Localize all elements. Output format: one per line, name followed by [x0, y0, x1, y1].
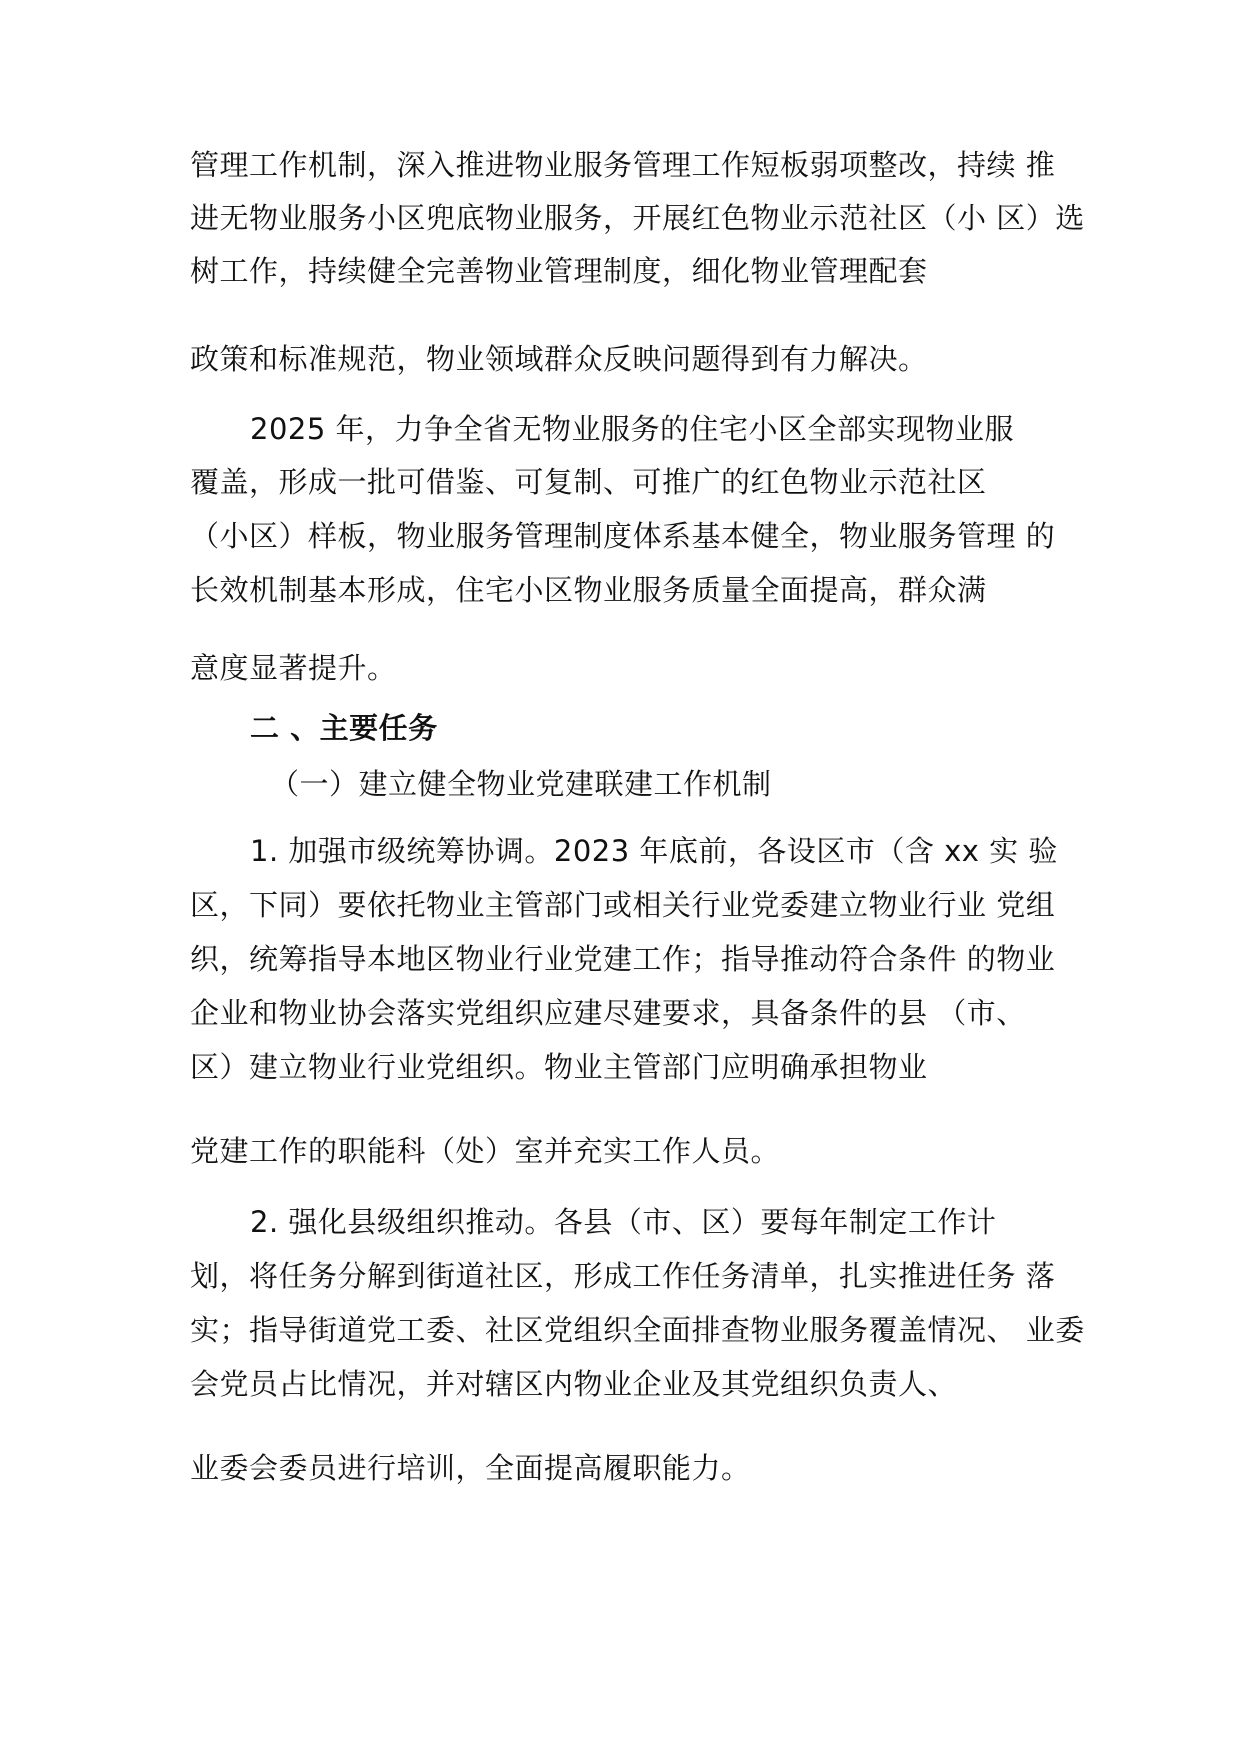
section-heading: 二 、主要任务	[250, 711, 438, 745]
paragraph-line: 进无物业服务小区兜底物业服务，开展红色物业示范社区（小 区）选	[190, 201, 1085, 235]
paragraph-line: 意度显著提升。	[190, 651, 397, 685]
paragraph-line: （小区）样板，物业服务管理制度体系基本健全，物业服务管理 的	[190, 519, 1056, 553]
paragraph-line: 织，统筹指导本地区物业行业党建工作；指导推动符合条件 的物业	[190, 942, 1056, 976]
paragraph-line: 1. 加强市级统筹协调。2023 年底前，各设区市（含 xx 实 验	[250, 834, 1058, 868]
paragraph-line: 区）建立物业行业党组织。物业主管部门应明确承担物业	[190, 1050, 928, 1084]
paragraph-line: 树工作，持续健全完善物业管理制度，细化物业管理配套	[190, 254, 928, 288]
paragraph-line: 2025 年，力争全省无物业服务的住宅小区全部实现物业服	[250, 412, 1015, 446]
paragraph-line: 管理工作机制，深入推进物业服务管理工作短板弱项整改，持续 推	[190, 148, 1056, 182]
paragraph-line: 实；指导街道党工委、社区党组织全面排查物业服务覆盖情况、 业委	[190, 1313, 1085, 1347]
paragraph-line: 覆盖，形成一批可借鉴、可复制、可推广的红色物业示范社区	[190, 465, 987, 499]
paragraph-line: 长效机制基本形成，住宅小区物业服务质量全面提高，群众满	[190, 573, 987, 607]
paragraph-line: 政策和标准规范，物业领域群众反映问题得到有力解决。	[190, 342, 928, 376]
subsection-heading: （一）建立健全物业党建联建工作机制	[270, 767, 772, 801]
paragraph-line: 企业和物业协会落实党组织应建尽建要求，具备条件的县 （市、	[190, 996, 1026, 1030]
paragraph-line: 区，下同）要依托物业主管部门或相关行业党委建立物业行业 党组	[190, 888, 1056, 922]
paragraph-line: 党建工作的职能科（处）室并充实工作人员。	[190, 1134, 781, 1168]
paragraph-line: 2. 强化县级组织推动。各县（市、区）要每年制定工作计	[250, 1205, 997, 1239]
paragraph-line: 划，将任务分解到街道社区，形成工作任务清单，扎实推进任务 落	[190, 1259, 1056, 1293]
paragraph-line: 会党员占比情况，并对辖区内物业企业及其党组织负责人、	[190, 1367, 958, 1401]
paragraph-line: 业委会委员进行培训，全面提高履职能力。	[190, 1451, 751, 1485]
